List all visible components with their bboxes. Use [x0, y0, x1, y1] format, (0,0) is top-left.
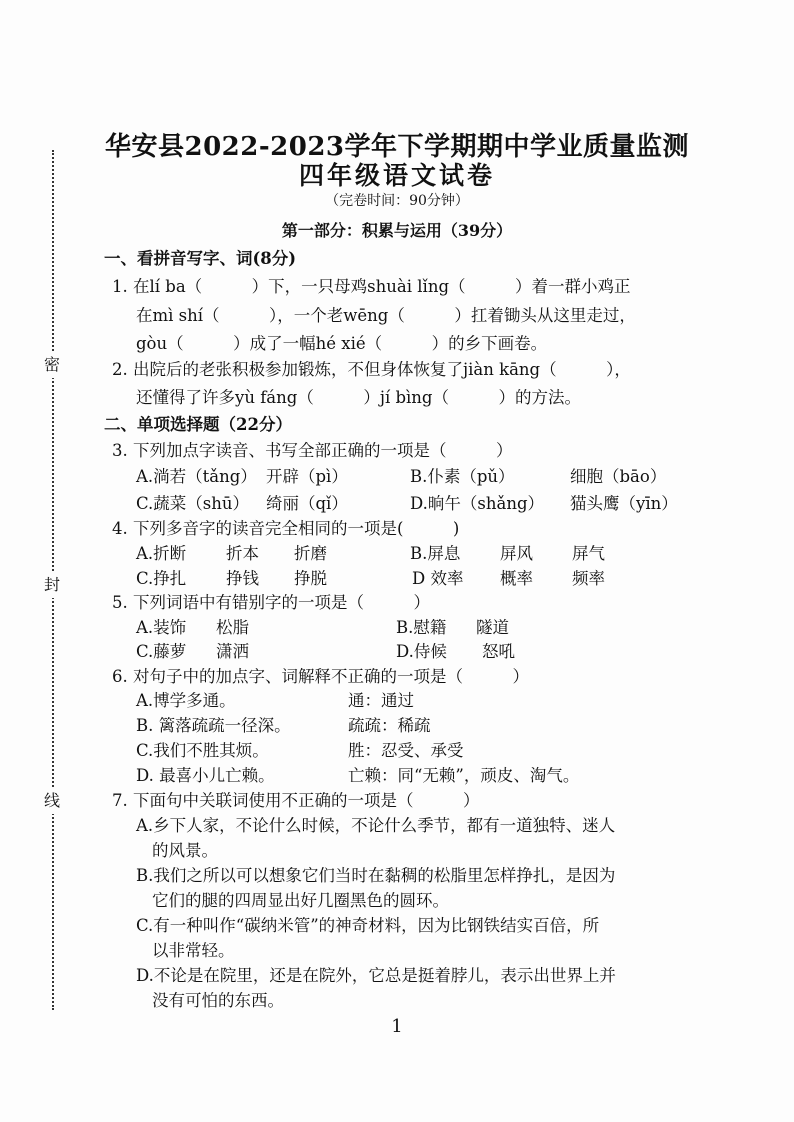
- q4-option-c2: 挣钱: [226, 569, 259, 588]
- q7-option-d-line2: 没有可怕的东西。: [152, 991, 284, 1010]
- q6-option-d-gloss: 亡赖：同“无赖”，顽皮、淘气。: [348, 766, 580, 785]
- q3-option-d2: 猫头鹰（yīn）: [570, 494, 678, 513]
- q5-option-c1: C.藤萝: [136, 642, 187, 661]
- q7-option-c-line1: C.有一种叫作“碳纳米管”的神奇材料，因为比钢铁结实百倍，所: [136, 916, 600, 935]
- q4-option-c3: 挣脱: [294, 569, 327, 588]
- q4-option-d3: 频率: [572, 569, 605, 588]
- q2-line2: 还懂得了许多yù fáng（ ）jí bìng（ ）的方法。: [136, 388, 581, 407]
- exam-title: 华安县2022-2023学年下学期期中学业质量监测: [104, 132, 690, 162]
- section2-title: 二、单项选择题（22分）: [104, 415, 292, 434]
- q6-option-b-gloss: 疏疏：稀疏: [348, 716, 431, 735]
- q1-line1: 1. 在lí ba（ ）下，一只母鸡shuài lǐng（ ）着一群小鸡正: [112, 277, 631, 296]
- q3-option-b1: B.仆素（pǔ）: [410, 467, 515, 486]
- q4-option-d1: D 效率: [412, 569, 464, 588]
- q5-option-a1: A.装饰: [136, 618, 187, 637]
- q3-option-d1: D.晌午（shǎng）: [410, 494, 545, 513]
- exam-time: （完卷时间：90分钟）: [325, 193, 469, 209]
- part-heading: 第一部分：积累与运用（39分）: [281, 221, 513, 240]
- q3-option-c1: C.蔬菜（shū）: [136, 494, 250, 513]
- page-number: 1: [391, 1016, 403, 1037]
- exam-subtitle: 四年级语文试卷: [298, 161, 495, 190]
- q5-option-c2: 潇洒: [216, 642, 249, 661]
- section1-title: 一、看拼音写字、词(8分): [104, 249, 297, 268]
- q5-option-b1: B.慰籍: [396, 618, 447, 637]
- q7-option-d-line1: D.不论是在院里，还是在院外，它总是挺着脖儿，表示出世界上并: [136, 966, 616, 985]
- q6-option-a-sentence: A.博学多通。: [136, 691, 236, 710]
- q4-option-d2: 概率: [500, 569, 533, 588]
- q7-stem: 7. 下面句中关联词使用不正确的一项是（ ）: [112, 791, 480, 810]
- q4-option-c1: C.挣扎: [136, 569, 187, 588]
- q1-line2: 在mì shí（ ），一个老wēng（ ）扛着锄头从这里走过，: [136, 306, 636, 325]
- q3-option-a2: 开辟（pì）: [266, 467, 348, 486]
- q6-stem: 6. 对句子中的加点字、词解释不正确的一项是（ ）: [112, 667, 529, 686]
- q6-option-c-gloss: 胜：忍受、承受: [348, 741, 464, 760]
- q2-line1: 2. 出院后的老张积极参加锻炼，不但身体恢复了jiàn kāng（ ），: [112, 360, 631, 379]
- q3-option-c2: 绮丽（qǐ）: [266, 494, 348, 513]
- q5-stem: 5. 下列词语中有错别字的一项是（ ）: [112, 593, 430, 612]
- q4-option-a1: A.折断: [136, 544, 187, 563]
- q5-option-b2: 隧道: [476, 618, 509, 637]
- binding-label-xian: 线: [44, 788, 60, 814]
- q4-option-b1: B.屏息: [410, 544, 461, 563]
- binding-label-feng: 封: [44, 572, 60, 598]
- q7-option-c-line2: 以非常轻。: [152, 941, 235, 960]
- q6-option-b-sentence: B. 篱落疏疏一径深。: [136, 716, 291, 735]
- q3-option-b2: 细胞（bāo）: [570, 467, 667, 486]
- q4-option-b2: 屏风: [500, 544, 533, 563]
- q3-option-a1: A.淌若（tǎng）: [136, 467, 257, 486]
- q4-stem: 4. 下列多音字的读音完全相同的一项是( ): [112, 519, 460, 538]
- q6-option-d-sentence: D. 最喜小儿亡赖。: [136, 766, 275, 785]
- q3-stem: 3. 下列加点字读音、书写全部正确的一项是（ ）: [112, 441, 513, 460]
- q1-line3: gòu（ ）成了一幅hé xié（ ）的乡下画卷。: [136, 334, 548, 353]
- q5-option-a2: 松脂: [216, 618, 249, 637]
- q4-option-b3: 屏气: [572, 544, 605, 563]
- q7-option-a-line2: 的风景。: [152, 841, 218, 860]
- q6-option-a-gloss: 通：通过: [348, 691, 414, 710]
- q7-option-a-line1: A.乡下人家，不论什么时候，不论什么季节，都有一道独特、迷人: [136, 816, 616, 835]
- q4-option-a2: 折本: [226, 544, 259, 563]
- q4-option-a3: 折磨: [294, 544, 327, 563]
- q7-option-b-line1: B.我们之所以可以想象它们当时在黏稠的松脂里怎样挣扎，是因为: [136, 866, 616, 885]
- q5-option-d1: D.侍候: [396, 642, 447, 661]
- q7-option-b-line2: 它们的腿的四周显出好几圈黑色的圆环。: [152, 891, 449, 910]
- q5-option-d2: 怒吼: [482, 642, 515, 661]
- binding-label-mi: 密: [44, 352, 60, 378]
- q6-option-c-sentence: C.我们不胜其烦。: [136, 741, 269, 760]
